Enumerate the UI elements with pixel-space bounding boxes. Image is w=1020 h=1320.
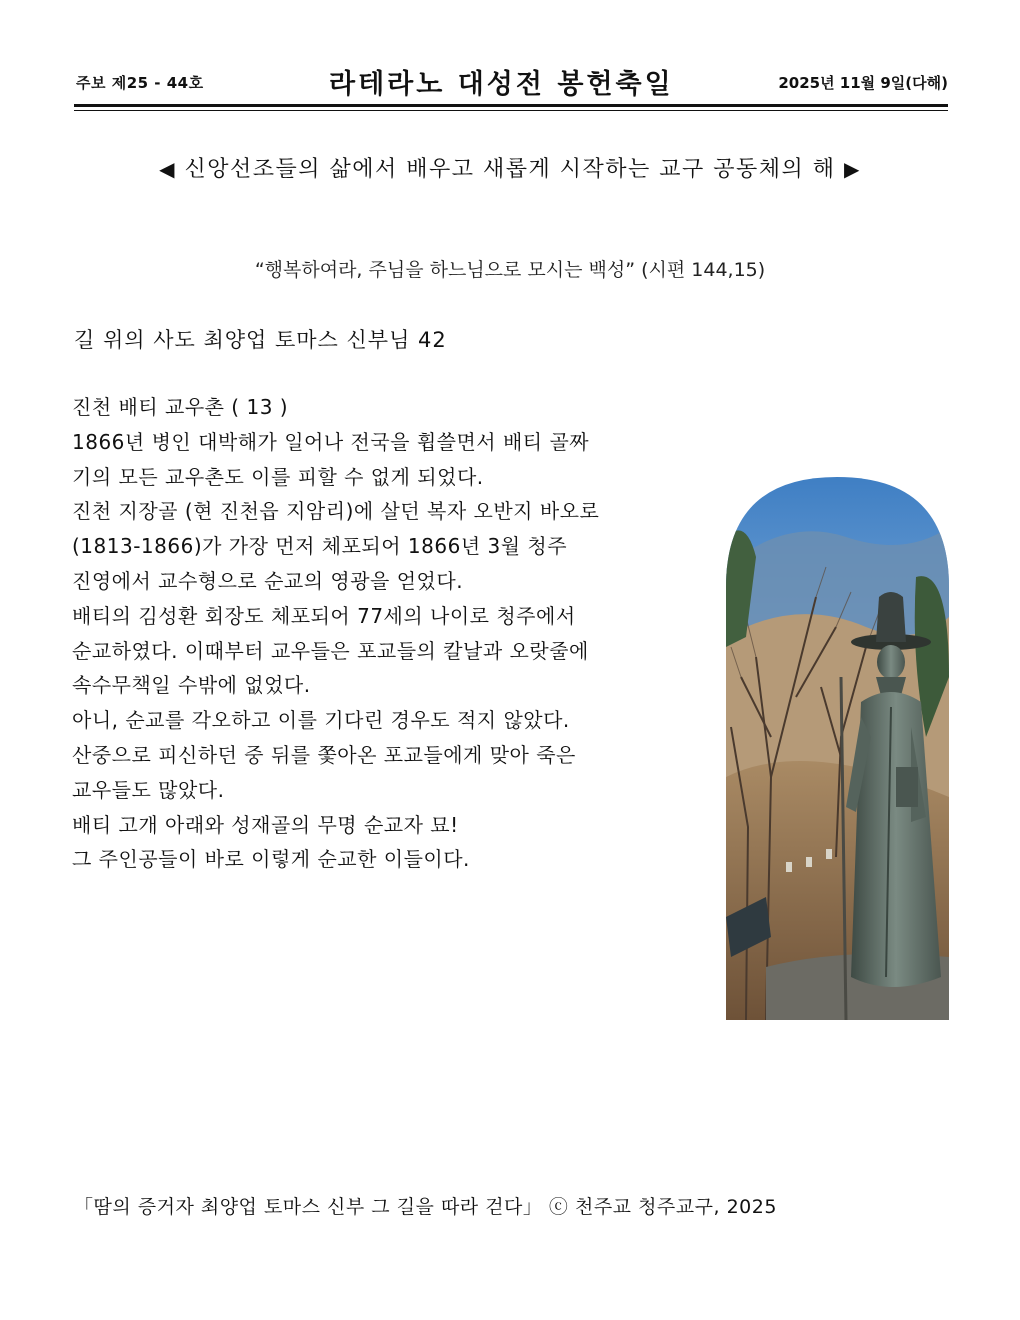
article-line: 배티 고개 아래와 성재골의 무명 순교자 묘! bbox=[72, 812, 459, 837]
statue-photo bbox=[726, 477, 949, 1020]
article-line: 진천 배티 교우촌 ( 13 ) bbox=[72, 395, 289, 419]
article-line: (1813-1866)가 가장 먼저 체포되어 1866년 3월 청주 bbox=[72, 534, 568, 559]
article-line: 아니, 순교를 각오하고 이를 기다린 경우도 적지 않았다. bbox=[72, 708, 570, 733]
article-line: 진영에서 교수형으로 순교의 영광을 얻었다. bbox=[72, 568, 464, 593]
bulletin-date: 2025년 11월 9일(다해) bbox=[778, 74, 948, 92]
issue-number: 주보 제25 - 44호 bbox=[76, 74, 204, 92]
year-theme-text: 신앙선조들의 삶에서 배우고 새롭게 시작하는 교구 공동체의 해 bbox=[184, 157, 836, 182]
copyright-footer: 「땀의 증거자 최양업 토마스 신부 그 길을 따라 걷다」 ⓒ 천주교 청주교구, 2025 bbox=[74, 1196, 777, 1218]
article-line: 1866년 병인 대박해가 일어나 전국을 휩쓸면서 배티 골짜 bbox=[72, 429, 590, 454]
bulletin-title: 라테라노 대성전 봉헌축일 bbox=[329, 69, 674, 100]
article-body bbox=[72, 390, 712, 877]
year-theme bbox=[100, 152, 920, 183]
article-line: 교우들도 많았다. bbox=[72, 777, 225, 802]
article-line: 산중으로 피신하던 중 뒤를 쫓아온 포교들에게 맞아 죽은 bbox=[72, 742, 576, 767]
right-triangle-icon: ▶ bbox=[844, 157, 861, 181]
article-line: 속수무책일 수밖에 없었다. bbox=[72, 673, 311, 698]
bulletin-header bbox=[74, 62, 948, 107]
scripture-verse: “행복하여라, 주님을 하느님으로 모시는 백성” (시편 144,15) bbox=[254, 259, 766, 281]
article-title: 길 위의 사도 최양업 토마스 신부님 42 bbox=[74, 328, 447, 352]
article-line: 그 주인공들이 바로 이렇게 순교한 이들이다. bbox=[72, 847, 470, 872]
article-line: 배티의 김성환 회장도 체포되어 77세의 나이로 청주에서 bbox=[72, 603, 576, 628]
article-line: 순교하였다. 이때부터 교우들은 포교들의 칼날과 오랏줄에 bbox=[72, 638, 589, 663]
left-triangle-icon: ◀ bbox=[159, 157, 176, 181]
article-line: 진천 지장골 (현 진천읍 지암리)에 살던 복자 오반지 바오로 bbox=[72, 499, 600, 524]
article-line: 기의 모든 교우촌도 이를 피할 수 없게 되었다. bbox=[72, 464, 484, 489]
